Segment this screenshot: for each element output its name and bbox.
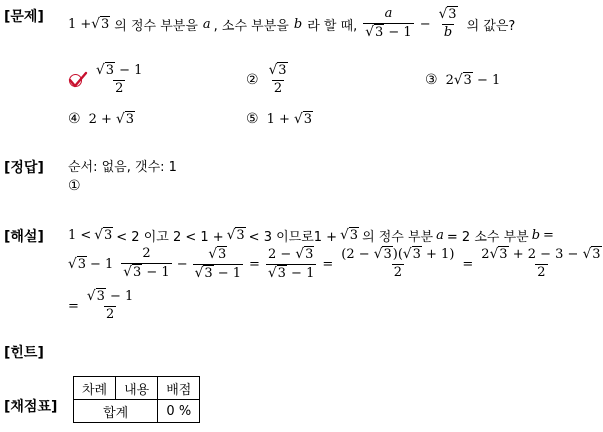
score-table-total-row [74,400,200,423]
choice-3[interactable]: ③ 2√3 − 1 [425,72,501,88]
choice-5[interactable]: ⑤ 1 + √3 [246,111,312,127]
score-table-header-row [74,377,200,400]
problem-label: [문제] [4,9,44,25]
score-total-label: 합계 [74,400,158,423]
choice-2[interactable]: ② $\frac{√3}{2}$ [246,62,287,96]
explanation-line-1: 1 < √3 < 2 이고 2 < 1 + √3 < 3 이므로1 + √3 의 정수 부분 a = 2 소수 부분 b = [68,227,554,245]
hint-label: [힌트] [4,345,44,361]
scoring-label: [채점표] [4,399,58,415]
choice-2-marker: ② [246,72,259,88]
choice-4-marker: ④ [68,111,81,127]
answer-value: ① [68,178,81,194]
choice-4[interactable]: ④ 2 + √3 [68,111,134,127]
answer-meta: 순서: 없음, 갯수: 1 [68,160,177,175]
selected-check-icon [68,71,88,89]
explanation-line-2: √3 − 1 $\frac{2}{√3 - 1}$ − $\frac{√3}{√3 - 1}$ = $\frac{2 - √3}{√3 - 1}$ = $\frac{(2 - √3)(√3 + 1)}{2}$ = $\frac{2√3 + 2 - 3 - √3}{2}$ [68,245,601,281]
score-header-content: 내용 [116,377,158,400]
score-header-points: 배점 [158,377,200,400]
problem-statement: 1 + √3 의 정수 부분을 a , 소수 부분을 b 라 할 때, $\frac{a}{√3 - 1}$ − $\frac{√3}{b}$ 의 값은? [68,6,516,40]
choice-5-marker: ⑤ [246,111,259,127]
choice-3-marker: ③ [425,72,438,88]
explanation-line-3: = $\frac{√3 - 1}{2}$ [68,288,134,322]
score-total-value: 0 % [158,400,200,423]
score-header-order: 차례 [74,377,116,400]
score-table [73,376,200,423]
choice-1[interactable]: $\frac{√3 - 1}{2}$ [68,62,146,98]
explanation-label: [해설] [4,229,44,245]
answer-label: [정답] [4,160,44,176]
